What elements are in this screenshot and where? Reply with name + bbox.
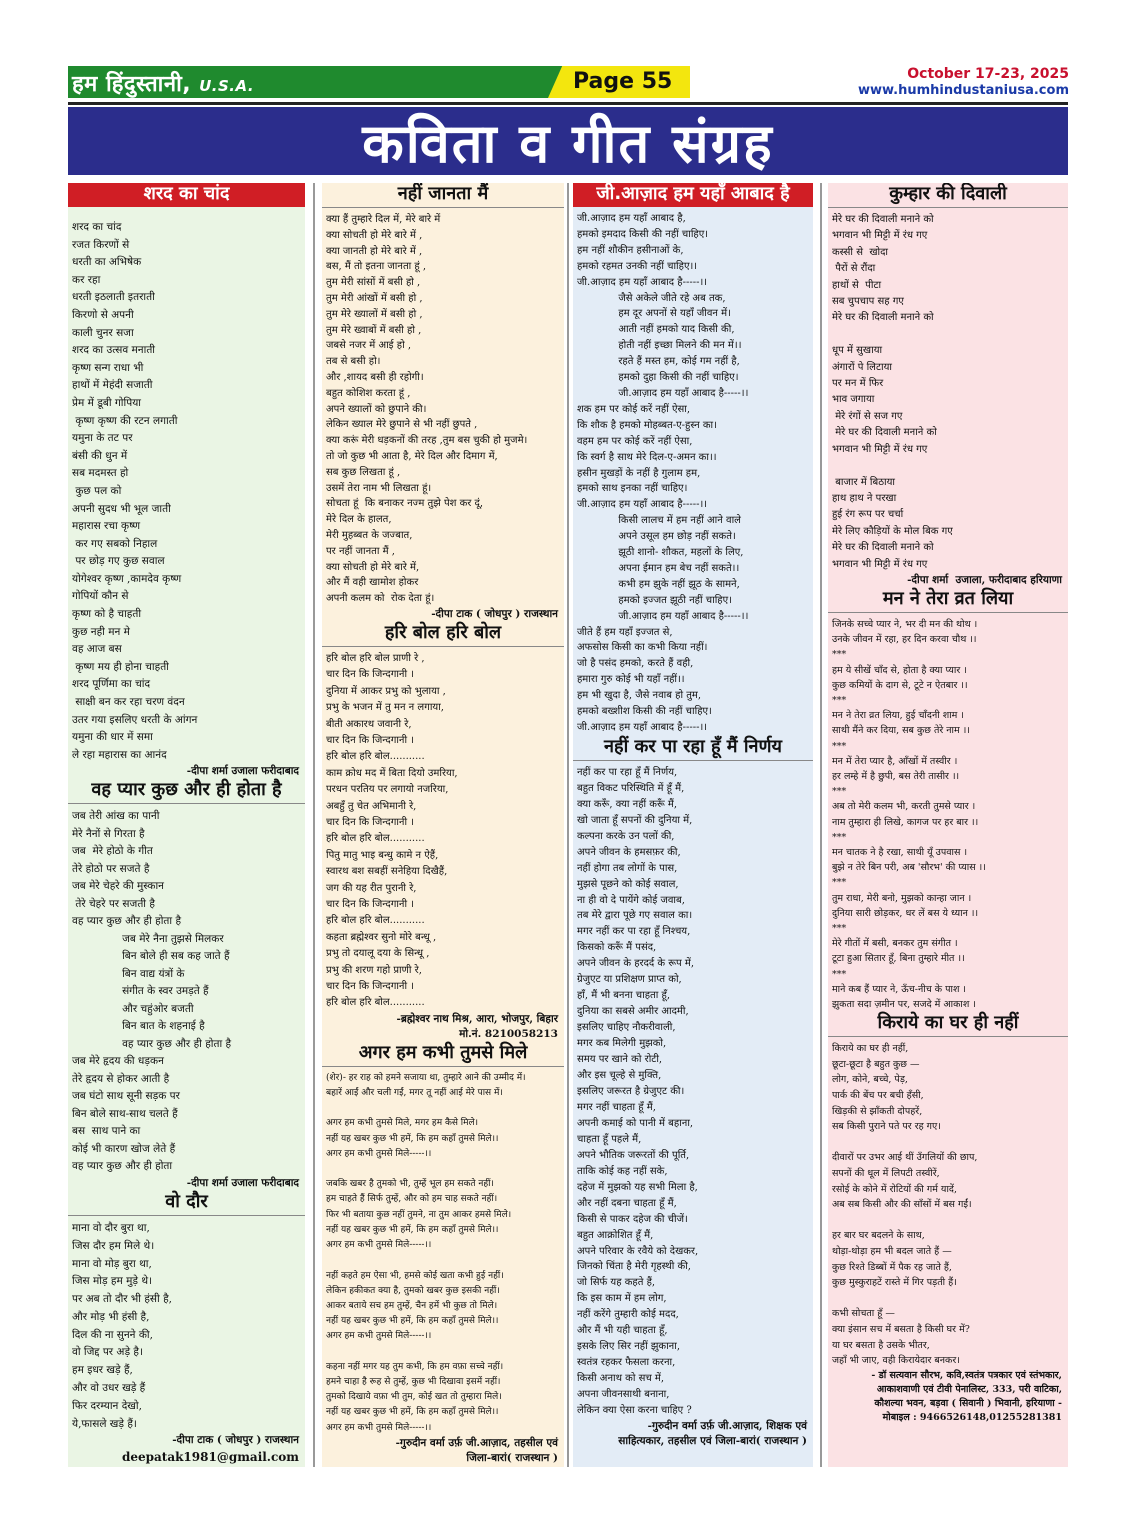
section-title: कविता व गीत संग्रह (362, 112, 774, 175)
poem-body: जब तेरी आंख का पानी मेरे नैनों से गिरता है जब मेरे होठो के गीत तेरे होठो पर सजते है जब मेरे चेहरे की मुस्कान तेरे चेहरे पर सजती है वह प्यार कुछ और ही होता है जब मेरे नैना तुझसे मिलकर बिन बोले ही सब कह जाते हैं बिन वाद्य यंत्रों के संगीत के स्वर उमड़ते हैं और चहुंओर बजती बिन बात के शहनाई है वह प्यार कुछ और ही होता है जब मेरे हृदय की धड़कन तेरे हृदय से होकर आती है जब घंटो साथ सूनी सड़क पर बिन बोले साथ-साथ चलते हैं बस साथ पाने का कोई भी कारण खोज लेते हैं वह प्यार कुछ और ही होता (72, 810, 232, 1173)
poem-body: मेरे घर की दिवाली मनाने को भगवान भी मिट्टी में रंध गए कस्सी से खोदा पैरों से रौंदा हाथों से पीटा सब चुपचाप सह गए मेरे घर की दिवाली मनाने को धूप में सुखाया अंगारों पे लिटाया पर मन में फिर भाव जगाया मेरे रंगों से सज गए मेरे घर की दिवाली मनाने को भगवान भी मिट्टी में रंध गए बाजार में बिठाया हाथ हाथ ने परखा हुई रंग रूप पर चर्चा मेरे लिए कौड़ियों के मोल बिक गए मेरे घर की दिवाली मनाने को भगवान भी मिट्टी में रंध गए (832, 214, 953, 570)
poem-body: हरि बोल हरि बोल प्राणी रे , चार दिन कि जिन्दगानी । दुनिया में आकर प्रभु को भुलाया , प्रभु के भजन में तु मन न लगाया, बीती अकारथ जवानी रे, चार दिन कि जिन्दगानी । हरि बोल हरि बोल........... काम क्रोध मद में बिता दियो उमरिया, परधन परतिय पर लगायो नजरिया, अबहुँ तु चेत अभिमानी रे, चार दिन कि जिन्दगानी । हरि बोल हरि बोल........... पितु मातु भाइ बन्धु कामे न ऐहैं, स्वारथ बश सबहीं सनेहिया दिखैहैं, जग की यह रीत पुरानी रे, चार दिन कि जिन्दगानी । हरि बोल हरि बोल........... कहता ब्रह्मेश्वर सुनो मोरे बन्धू , प्रभु तो दयालू दया के सिन्धू , प्रभु की शरण गहो प्राणी रे, चार दिन कि जिन्दगानी । हरि बोल हरि बोल........... (326, 652, 458, 1009)
masthead-brand (72, 68, 254, 98)
poem-title: मन ने तेरा व्रत लिया (828, 588, 1068, 613)
section-banner (68, 107, 1068, 175)
poem-title: वो दौर (68, 1191, 305, 1216)
column-divider (820, 183, 822, 1467)
column-divider (567, 183, 569, 1467)
column-3 (573, 183, 813, 1467)
poem-body: किराये का घर ही नहीं, छूटा-छूटा है बहुत कुछ — लोग, कोने, बच्चे, पेड़, पार्क की बेंच पर बची हँसी, खिड़की से झाँकती दोपहरें, सब किसी पुराने पते पर रह गए। दीवारों पर उभर आई थीं उँगलियों की छाप, सपनों की धूल में लिपटी तस्वीरें, रसोई के कोने में रोटियों की गर्म यादें, अब सब किसी और की साँसों में बस गईं। हर बार घर बदलने के साथ, थोड़ा-थोड़ा हम भी बदल जाते हैं — कुछ रिश्ते डिब्बों में पैक रह जाते हैं, कुछ मुस्कुराहटें रास्ते में गिर पड़ती हैं। कभी सोचता हूँ — क्या इंसान सच में बसता है किसी घर में? या घर बसता है उसके भीतर, जहाँ भी जाए, वही किरायेदार बनकर। (832, 1043, 978, 1367)
poem-title: नहीं जानता मैं (322, 183, 564, 208)
column-2 (322, 183, 564, 1467)
poem-body: जी.आज़ाद हम यहाँ आबाद है, हमको इमदाद किसी की नहीं चाहिए। हम नहीं शौकीन हसीनाओं के, हमको रहमत उनकी नहीं चाहिए।। जी.आज़ाद हम यहाँ आबाद है-----।। जैसे अकेले जीते रहे अब तक, हम दूर अपनों से यहाँ जीवन में। आती नहीं हमको याद किसी की, होती नहीं इच्छा मिलने की मन में।। रहते हैं मस्त हम, कोई गम नहीं है, हमको दुहा किसी की नहीं चाहिए। जी.आज़ाद हम यहाँ आबाद है-----।। शक हम पर कोई करें नहीं ऐसा, कि शौक है हमको मोहब्बत-ए-हुस्न का। वहम हम पर कोई करें नहीं ऐसा, कि स्वर्ग है साथ मेरे दिल-ए-अमन का।। हसीन मुखड़ों के नहीं है गुलाम हम, हमको साथ इनका नहीं चाहिए। जी.आज़ाद हम यहाँ आबाद है-----।। किसी लालच में हम नहीं आने वाले अपने उसूल हम छोड़ नहीं सकते। झूठी शानो- शौकत, महलों के लिए, अपना ईमान हम बेच नहीं सकते।। कभी हम झुके नहीं झूठ के सामने, हमको इज्जत झूठी नहीं चाहिए। जी.आज़ाद हम यहाँ आबाद है-----।। जीते हैं हम यहाँ इज्जत से, अफसोस किसी का कभी किया नहीं। जो है पसंद हमको, करते हैं वही, हमारा गुरु कोई भी यहाँ नहीं।। हम भी खुदा है, जैसे नवाब हो तुम, हमको बख्शीश किसी की नहीं चाहिए। जी.आज़ाद हम यहाँ आबाद है-----।। (577, 213, 749, 733)
poem-credit: -दीपा शर्मा उजाला, फरीदाबाद हरियाणा (907, 573, 1062, 586)
poem-title: नहीं कर पा रहा हूँ मैं निर्णय (573, 736, 813, 761)
poem-title: वह प्यार कुछ और ही होता है (68, 779, 305, 804)
issue-date: October 17-23, 2025 (907, 66, 1069, 82)
poem-title: अगर हम कभी तुमसे मिले (322, 1042, 564, 1067)
poem-title: हरि बोल हरि बोल (322, 622, 564, 647)
page-number: Page 55 (573, 69, 673, 94)
poem-title: शरद का चांद (68, 183, 305, 207)
brand-name: हम हिंदुस्तानी, (72, 72, 192, 97)
website-link[interactable]: www.humhindustaniusa.com (857, 83, 1069, 98)
author-email[interactable]: deepatak1981@gmail.com (121, 1450, 299, 1465)
poem-title: किराये का घर ही नहीं (828, 1012, 1068, 1037)
poem-title: कुम्हार की दिवाली (828, 183, 1068, 208)
poem-credit: -दीपा टाक ( जोधपुर ) राजस्थान (431, 607, 558, 620)
column-1 (68, 183, 305, 1467)
poem-credit: - डॉ सत्यवान सौरभ, कवि,स्वतंत्र पत्रकार एवं स्तंभकार, आकाशवाणी एवं टीवी पेनालिस्ट, 333, परी वाटिका, कौशल्या भवन, बड़वा ( सिवानी ) भिवानी, हरियाणा - मोबाइल : 9466526148,01255281381 (871, 1369, 1062, 1423)
poem-body: (शेर)- हर राह को हमने सजाया था, तुम्हारे आने की उम्मीद में। बहारें आईं और चली गईं, मगर तू नहीं आई मेरे पास में। अगर हम कभी तुमसे मिले, मगर हम कैसे मिले। नहीं यह खबर कुछ भी हमें, कि हम कहाँ तुमसे मिले।। अगर हम कभी तुमसे मिले-----।। जबकि खबर है तुमको भी, तुम्हें भूल हम सकते नहीं। हम चाहते हैं सिर्फ तुम्हें, और को हम चाह सकते नहीं। फिर भी बताया कुछ नहीं तुमने, ना तुम आकर हमसे मिले। नहीं यह खबर कुछ भी हमें, कि हम कहाँ तुमसे मिले।। अगर हम कभी तुमसे मिले-----।। नहीं कहते हम ऐसा भी, हमसे कोई खता कभी हुई नहीं। लेकिन हकीकत क्या है, तुमको खबर कुछ इसकी नहीं। आकर बताये सच हम तुम्हें, चैन हमें भी कुछ तो मिले। नहीं यह खबर कुछ भी हमें, कि हम कहाँ तुमसे मिले।। अगर हम कभी तुमसे मिले-----।। कहना नहीं मगर यह तुम कभी, कि हम वफ़ा सच्चे नहीं। हमने चाहा है रूह से तुम्हें, कुछ भी दिखावा इसमें नहीं। तुमको दिखाये वफ़ा भी तुम, कोई खत तो तुम्हारा मिले। नहीं यह खबर कुछ भी हमें, कि हम कहाँ तुमसे मिले।। अगर हम कभी तुमसे मिले-----।। (326, 1072, 526, 1433)
column-4 (828, 183, 1068, 1467)
poem-credit: -दीपा शर्मा उजाला फरीदाबाद (186, 765, 299, 778)
poem-body: शरद का चांद रजत किरणों से धरती का अभिषेक कर रहा धरती इठलाती इतराती किरणो से अपनी काली चुनर सजा शरद का उत्सव मनाती कृष्ण सन्ग राधा भी हाथों में मेहंदी सजाती प्रेम में डूबी गोपिया कृष्ण कृष्ण की रटन लगाती यमुना के तट पर बंसी की धुन में सब मदमस्त हो कुछ पल को अपनी सुदध भी भूल जाती महारास रचा कृष्ण कर गए सबको निहाल पर छोड़ गए कुछ सवाल योगेश्वर कृष्ण ,कामदेव कृष्ण गोपियों कौन से कृष्ण को है चाहती कुछ नही मन मे वह आज बस कृष्ण मय ही होना चाहती शरद पूर्णिमा का चांद साक्षी बन कर रहा चरण वंदन उतर गया इसलिए धरती के आंगन यमुना की धार में समा ले रहा महारास का आनंद (72, 221, 198, 761)
poem-credit: -गुरुदीन वर्मा उर्फ़ जी.आज़ाद, शिक्षक एवं साहित्यकार, तहसील एवं जिला-बारां( राजस्थान ) (618, 1419, 807, 1447)
poem-body: नहीं कर पा रहा हूँ मैं निर्णय, बहुत विकट परिस्थिति में हूँ मैं, क्या करूँ, क्या नहीं करूँ मैं, खो जाता हूँ सपनों की दुनिया में, कल्पना करके उन पलों की, अपने जीवन के हमसफ़र की, नहीं होगा तब लोगों के पास, मुझसे पूछने को कोई सवाल, ना ही वो दे पायेंगे कोई जवाब, तब मेरे द्वारा पूछे गए सवाल का। मगर नहीं कर पा रहा हूँ निश्चय, किसको करूँ मैं पसंद, अपने जीवन के हरदर्द के रूप में, ग्रेजुएट या प्रशिक्षण प्राप्त को, हाँ, मैं भी बनना चाहता हूँ, दुनिया का सबसे अमीर आदमी, इसलिए चाहिए नौकरीवाली, मगर कब मिलेगी मुझको, समय पर खाने को रोटी, और इस चूल्हे से मुक्ति, इसलिए जरूरत है ग्रेजुएट की। मगर नहीं चाहता हूँ मैं, अपनी कमाई को पानी में बहाना, चाहता हूँ पहले मैं, अपने भौतिक जरूरतों की पूर्ति, ताकि कोई कह नहीं सके, दहेज में मुझको यह सभी मिला है, और नहीं दबना चाहता हूँ मैं, किसी से पाकर दहेज की चीजें। बहुत आक्रोशित हूँ मैं, अपने परिवार के रवैये को देखकर, जिनको चिंता है मेरी गृहस्थी की, जो सिर्फ यह कहते हैं, कि इस काम में हम लोग, नहीं करेंगे तुम्हारी कोई मदद, और मैं भी यही चाहता हूँ, इसके लिए सिर नहीं झुकाना, स्वतंत्र रहकर फैसला करना, किसी अनाथ को सच में, अपना जीवनसाथी बनाना, लेकिन क्या ऐसा करना चाहिए ? (577, 766, 699, 1417)
poem-credit: -दीपा शर्मा उजाला फरीदाबाद (186, 1176, 299, 1189)
column-divider (313, 183, 315, 1467)
poem-body: जिनके सच्चे प्यार ने, भर दी मन की थोथ । उनके जीवन में रहा, हर दिन करवा चौथ ।। *** हम ये सीखें चाँद से, होता है क्या प्यार । कुछ कमियों के दाग से, टूटे न ऐतबार ।। *** मन ने तेरा व्रत लिया, हुई चाँदनी शाम । साथी मैंने कर दिया, सब कुछ तेरे नाम ।। *** मन में तेरा प्यार है, आँखों में तस्वीर । हर लम्हे में है छुपी, बस तेरी तासीर ।। *** अब तो मेरी कलम भी, करती तुमसे प्यार । नाम तुम्हारा ही लिखे, कागज पर हर बार ।। *** मन चातक ने है रखा, साथी यूँ उपवास । बुझे न तेरे बिन परी, अब 'सौरभ' की प्यास ।। *** तुम राधा, मेरी बनो, मुझको कान्हा जान । दुनिया सारी छोड़कर, धर लें बस ये ध्यान ।। *** मेरे गीतों में बसी, बनकर तुम संगीत । टूटा हुआ सितार हूँ, बिना तुम्हारे मीत ।। *** माने कब हैं प्यार ने, ऊँच-नीच के पाश । झुकता सदा ज़मीन पर, सजदे में आकाश । (832, 618, 986, 1011)
brand-suffix: U.S.A. (199, 77, 255, 95)
poem-credit: -दीपा टाक ( जोधपुर ) राजस्थान (172, 1434, 299, 1447)
poem-credit: -गुरुदीन वर्मा उर्फ़ जी.आज़ाद, तहसील एवं जिला-बारां( राजस्थान ) (395, 1436, 558, 1464)
poem-body: माना वो दौर बुरा था, जिस दौर हम मिले थे। माना वो मोड़ बुरा था, जिस मोड़ हम मुड़े थे। पर अब तो दौर भी हंसी है, और मोड़ भी हंसी है, दिल की ना सुनने की, वो जिद्द पर अड़े है। हम इधर खड़े हैं, और वो उधर खड़े हैं फिर दरम्यान देखो, ये,फासले खड़े हैं। (72, 1221, 173, 1430)
poem-title: जी.आज़ाद हम यहाँ आबाद है (573, 183, 813, 207)
poem-credit: -ब्रह्मेश्वर नाथ मिश्र, आरा, भोजपुर, बिहार मो.नं. 8210058213 (396, 1012, 558, 1040)
poem-body: क्या हैं तुम्हारे दिल में, मेरे बारे में क्या सोचती हो मेरे बारे में , क्या जानती हो मेरे बारे में , बस, मैं तो इतना जानता हूं , तुम मेरी सांसों में बसी हो , तुम मेरी आंखों में बसी हो , तुम मेरे ख्यालों में बसी हो , तुम मेरे ख्वाबों में बसी हो , जबसे नजर में आई हो , तब से बसी हो। और ,शायद बसी ही रहोगी। बहुत कोशिश करता हूं , अपने ख्यालों को छुपाने की। लेकिन ख्याल मेरे छुपाने से भी नहीं छुपते , क्या करूं मेरी धड़कनों की तरह ,तुम बस चुकी हो मुजमे। तो जो कुछ भी आता है, मेरे दिल और दिमाग में, सब कुछ लिखता हूं , उसमें तेरा नाम भी लिखता हूं। सोचता हूं कि बनाकर नज्म तुझे पेश कर दूं, मेरे दिल के हालत, मेरी मुहब्बत के जज्बात, पर नहीं जानता मैं , क्या सोचती हो मेरे बारे में, और मैं वही खामोश होकर अपनी कलम को रोक देता हूं। (326, 214, 528, 605)
